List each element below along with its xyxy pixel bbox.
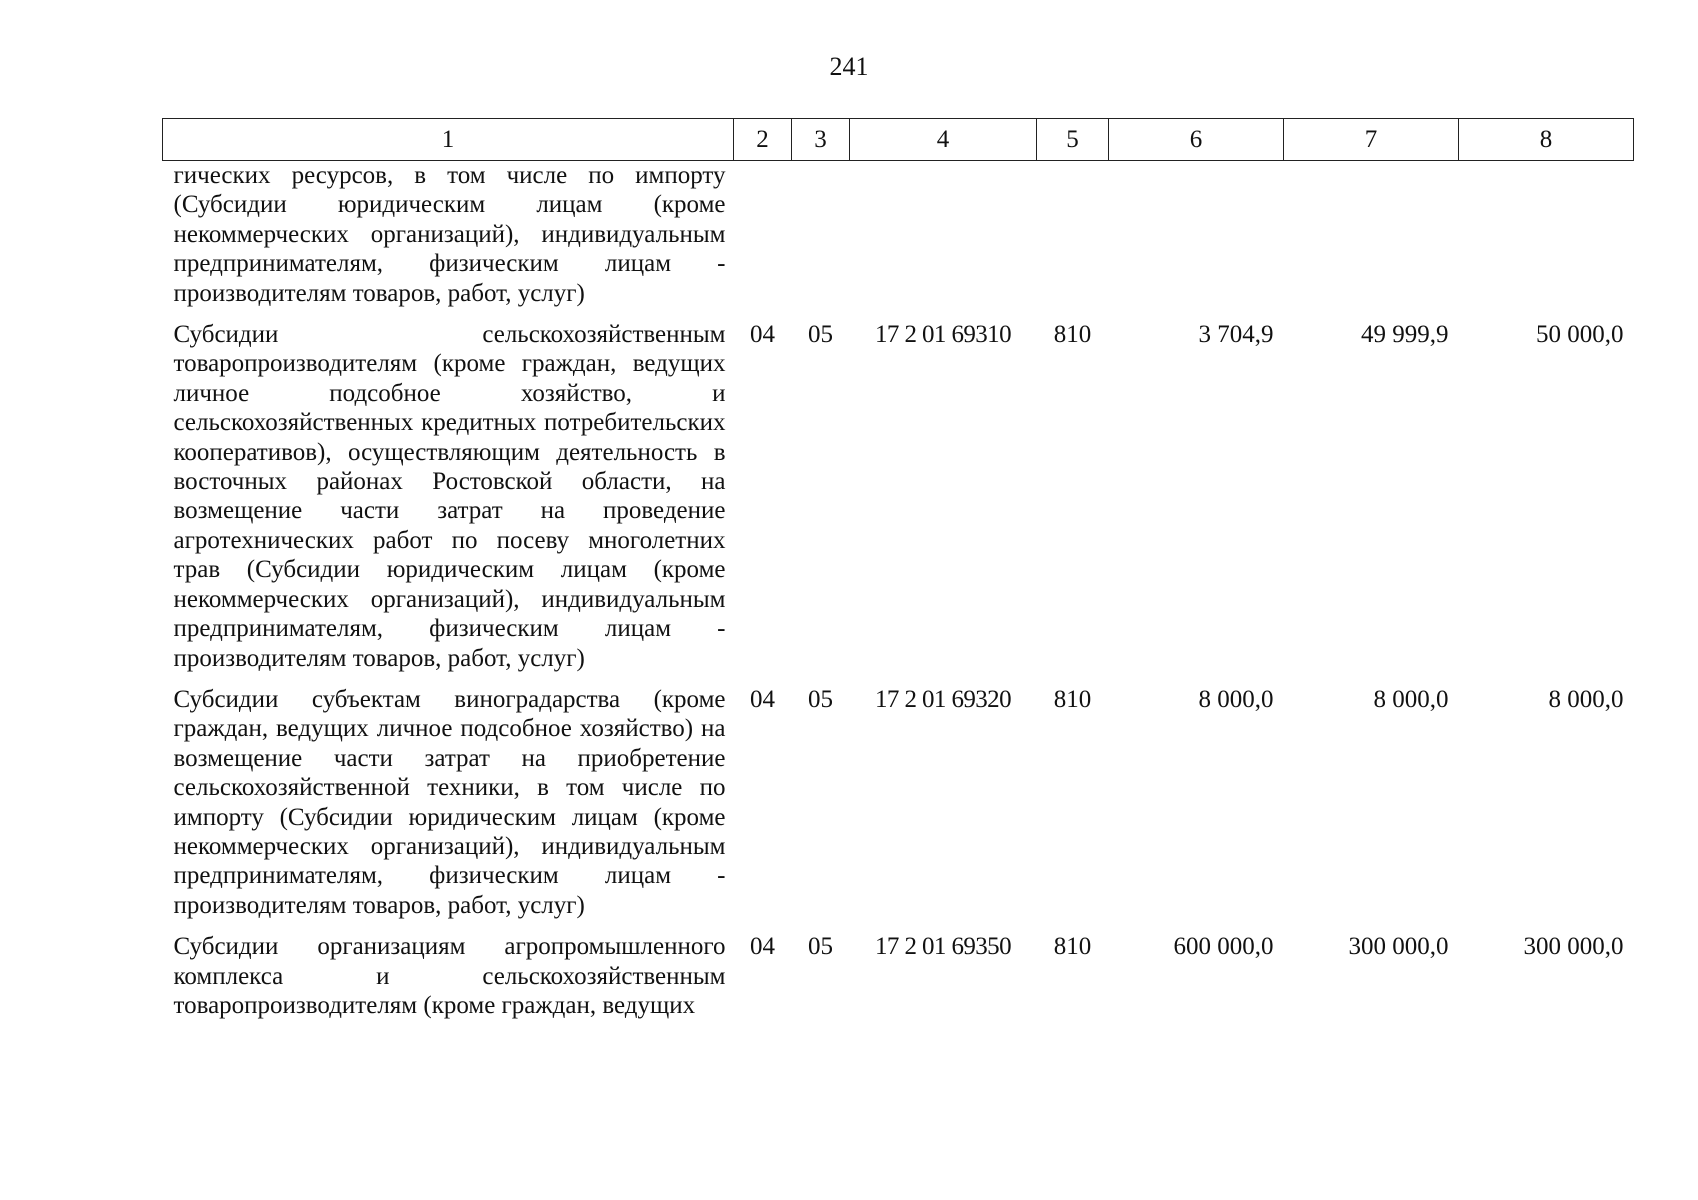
row-amount-3: 8 000,0	[1548, 685, 1624, 713]
row-rz	[734, 161, 792, 309]
column-header-2: 2	[734, 119, 792, 161]
table-row	[163, 673, 1634, 920]
row-pr	[792, 161, 850, 309]
column-header-7: 7	[1284, 119, 1459, 161]
column-header-6: 6	[1109, 119, 1284, 161]
row-vr: 810	[1053, 933, 1092, 961]
row-amount-1: 3 704,9	[1198, 321, 1274, 349]
header-row	[163, 119, 1634, 161]
table-row	[163, 308, 1634, 673]
row-rz: 04	[750, 321, 775, 349]
column-header-3: 3	[792, 119, 850, 161]
row-description: Субсидии сельскохозяйственным товаропроизводителям (кроме граждан, ведущих личное подсобное хозяйство, и сельскохозяйственных кредитных потребительских кооперативов), осуществляющим деятельность в восточных районах Ростовской области, на возмещение части затрат на проведение агротехнических работ по посеву многолетних трав (Субсидии юридическим лицам (кроме некоммерческих организаций), индивидуальным предпринимателям, физическим лицам - производителям товаров, работ, услуг)	[173, 321, 726, 672]
column-header-1: 1	[163, 119, 734, 161]
row-amount-2	[1284, 161, 1459, 309]
row-description: Субсидии организациям агропромышленного комплекса и сельскохозяйственным товаропроизводителям (кроме граждан, ведущих	[173, 933, 726, 1019]
table-row	[163, 920, 1634, 1020]
row-amount-2: 8 000,0	[1373, 685, 1449, 713]
row-csr	[850, 161, 1037, 309]
row-amount-2: 300 000,0	[1348, 933, 1449, 961]
row-rz: 04	[750, 685, 775, 713]
row-rz: 04	[750, 933, 775, 961]
column-header-8: 8	[1459, 119, 1634, 161]
row-amount-3: 50 000,0	[1536, 321, 1624, 349]
row-amount-1	[1109, 161, 1284, 309]
row-csr: 17 2 01 69320	[875, 685, 1011, 713]
row-amount-2: 49 999,9	[1361, 321, 1449, 349]
table-row	[163, 161, 1634, 309]
row-csr: 17 2 01 69350	[875, 933, 1011, 961]
row-amount-1: 600 000,0	[1173, 933, 1274, 961]
row-description: Субсидии субъектам виноградарства (кроме граждан, ведущих личное подсобное хозяйство) на возмещение части затрат на приобретение сельскохозяйственной техники, в том числе по импорту (Субсидии юридическим лицам (кроме некоммерческих организаций), индивидуальным предпринимателям, физическим лицам - производителям товаров, работ, услуг)	[173, 685, 726, 919]
row-description: гических ресурсов, в том числе по импорту (Субсидии юридическим лицам (кроме некоммерческих организаций), индивидуальным предпринимателям, физическим лицам - производителям товаров, работ, услуг)	[173, 162, 726, 307]
row-amount-1: 8 000,0	[1198, 685, 1274, 713]
row-pr: 05	[808, 933, 833, 961]
row-amount-3	[1459, 161, 1634, 309]
row-csr: 17 2 01 69310	[875, 321, 1011, 349]
column-header-4: 4	[850, 119, 1037, 161]
page-number: 241	[829, 52, 869, 81]
row-pr: 05	[808, 685, 833, 713]
row-vr	[1037, 161, 1109, 309]
row-amount-3: 300 000,0	[1523, 933, 1624, 961]
row-vr: 810	[1053, 685, 1092, 713]
budget-table	[162, 118, 1634, 1020]
column-header-5: 5	[1037, 119, 1109, 161]
row-vr: 810	[1053, 321, 1092, 349]
row-pr: 05	[808, 321, 833, 349]
